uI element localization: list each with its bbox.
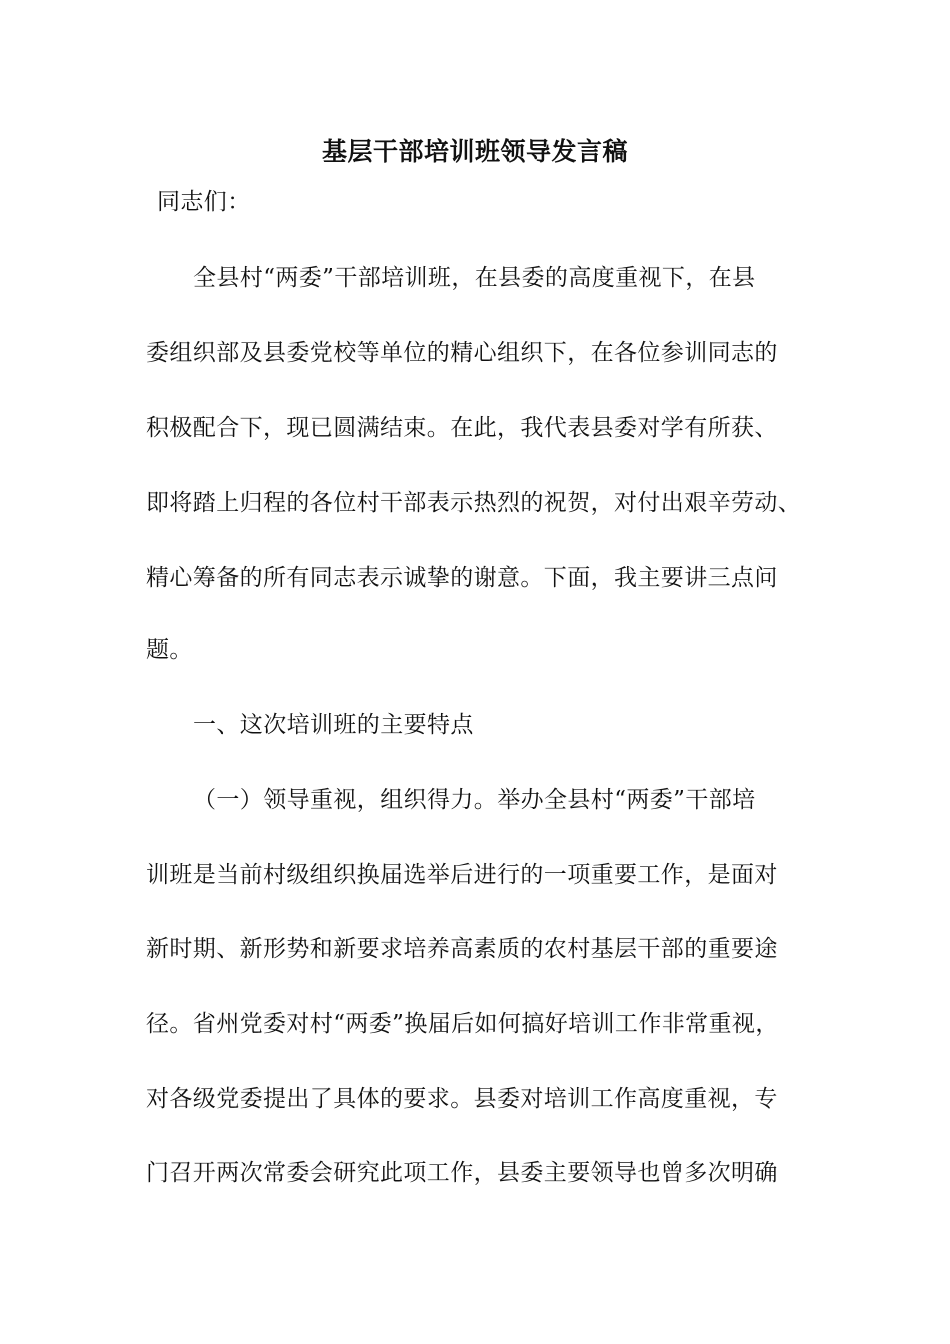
section-heading: 一、这次培训班的主要特点 [193, 712, 474, 738]
paragraph-line: 积极配合下，现已圆满结束。在此，我代表县委对学有所获、 [146, 415, 778, 441]
paragraph-line: 委组织部及县委党校等单位的精心组织下，在各位参训同志的 [146, 340, 778, 366]
paragraph-line: 精心筹备的所有同志表示诚挚的谢意。下面，我主要讲三点问 [146, 565, 778, 591]
salutation: 同志们： [157, 189, 251, 215]
document-title: 基层干部培训班领导发言稿 [321, 137, 628, 166]
paragraph-line: 全县村“两委”干部培训班，在县委的高度重视下，在县 [193, 265, 756, 291]
paragraph-line: 对各级党委提出了具体的要求。县委对培训工作高度重视，专 [146, 1086, 778, 1112]
paragraph-line: 新时期、新形势和新要求培养高素质的农村基层干部的重要途 [146, 936, 778, 962]
paragraph-line: （一）领导重视，组织得力。举办全县村“两委”干部培 [193, 787, 756, 813]
paragraph-line: 径。省州党委对村“两委”换届后如何搞好培训工作非常重视， [146, 1011, 779, 1037]
paragraph-line: 题。 [146, 637, 193, 663]
paragraph-line: 即将踏上归程的各位村干部表示热烈的祝贺，对付出艰辛劳动、 [146, 490, 802, 516]
paragraph-line: 训班是当前村级组织换届选举后进行的一项重要工作，是面对 [146, 862, 778, 888]
paragraph-line: 门召开两次常委会研究此项工作，县委主要领导也曾多次明确 [146, 1160, 778, 1186]
